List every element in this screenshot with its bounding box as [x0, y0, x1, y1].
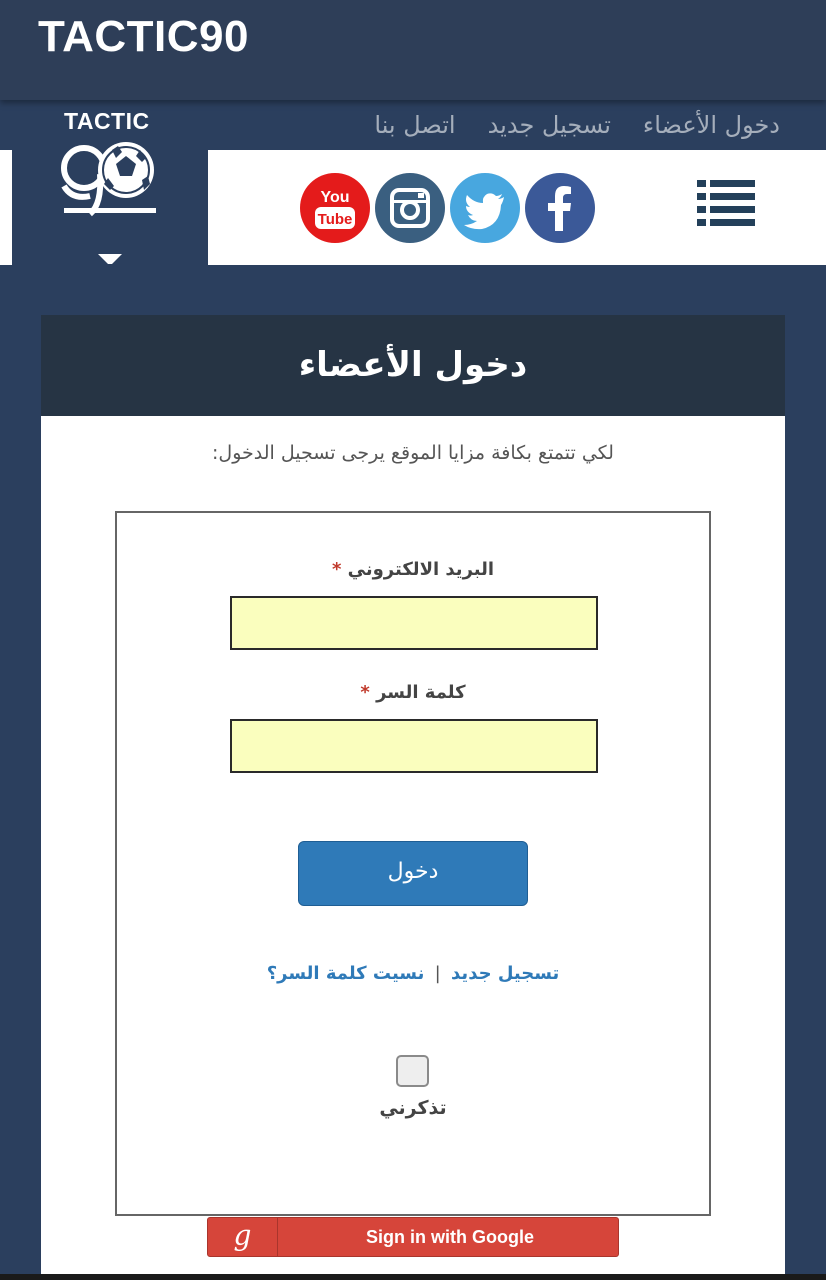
twitter-button[interactable]: [450, 173, 520, 243]
login-card-header: [41, 315, 785, 416]
password-label-text: كلمة السر: [376, 682, 466, 703]
nav-link-register[interactable]: تسجيل جديد: [487, 111, 611, 139]
app-bar: [0, 0, 826, 100]
facebook-icon: [525, 173, 595, 243]
password-required-mark: *: [360, 682, 370, 703]
youtube-icon-text-tube: Tube: [317, 211, 353, 228]
password-label: [117, 682, 709, 703]
forgot-password-link[interactable]: نسيت كلمة السر؟: [266, 963, 425, 984]
account-links: [117, 963, 709, 984]
google-icon: g: [208, 1218, 278, 1256]
nav-link-contact[interactable]: اتصل بنا: [374, 111, 456, 139]
password-field[interactable]: [230, 719, 598, 773]
bottom-edge: [0, 1274, 826, 1280]
link-separator: |: [434, 963, 441, 984]
menu-icon[interactable]: [697, 180, 755, 226]
twitter-icon: [450, 173, 520, 243]
page-title: دخول الأعضاء: [298, 345, 528, 385]
logo-ninety-ball-icon: [56, 134, 164, 264]
login-intro-text: لكي تتمتع بكافة مزايا الموقع يرجى تسجيل الدخول:: [212, 442, 614, 464]
youtube-button[interactable]: [300, 173, 370, 243]
email-field[interactable]: [230, 596, 598, 650]
register-link[interactable]: تسجيل جديد: [451, 963, 560, 984]
login-button[interactable]: دخول: [298, 841, 528, 906]
facebook-button[interactable]: [525, 173, 595, 243]
top-nav: [374, 100, 780, 150]
remember-me-checkbox[interactable]: [396, 1055, 429, 1087]
nav-link-members-login[interactable]: دخول الأعضاء: [642, 111, 780, 139]
youtube-icon: [300, 173, 370, 243]
logo-text: TACTIC: [64, 108, 150, 134]
instagram-icon: [375, 173, 445, 243]
youtube-icon-text-you: You: [320, 189, 350, 206]
login-form: [115, 511, 711, 1216]
instagram-button[interactable]: [375, 173, 445, 243]
app-title: TACTIC90: [38, 12, 249, 61]
google-signin-button[interactable]: [207, 1217, 619, 1257]
header-band-left: [0, 150, 12, 265]
remember-me-label: تذكرني: [379, 1097, 447, 1119]
email-required-mark: *: [331, 559, 342, 580]
site-logo[interactable]: [56, 104, 164, 264]
email-label: [117, 559, 709, 580]
email-label-text: البريد الالكتروني: [347, 559, 495, 580]
login-card: [41, 315, 785, 1280]
google-signin-label: Sign in with Google: [366, 1227, 534, 1247]
